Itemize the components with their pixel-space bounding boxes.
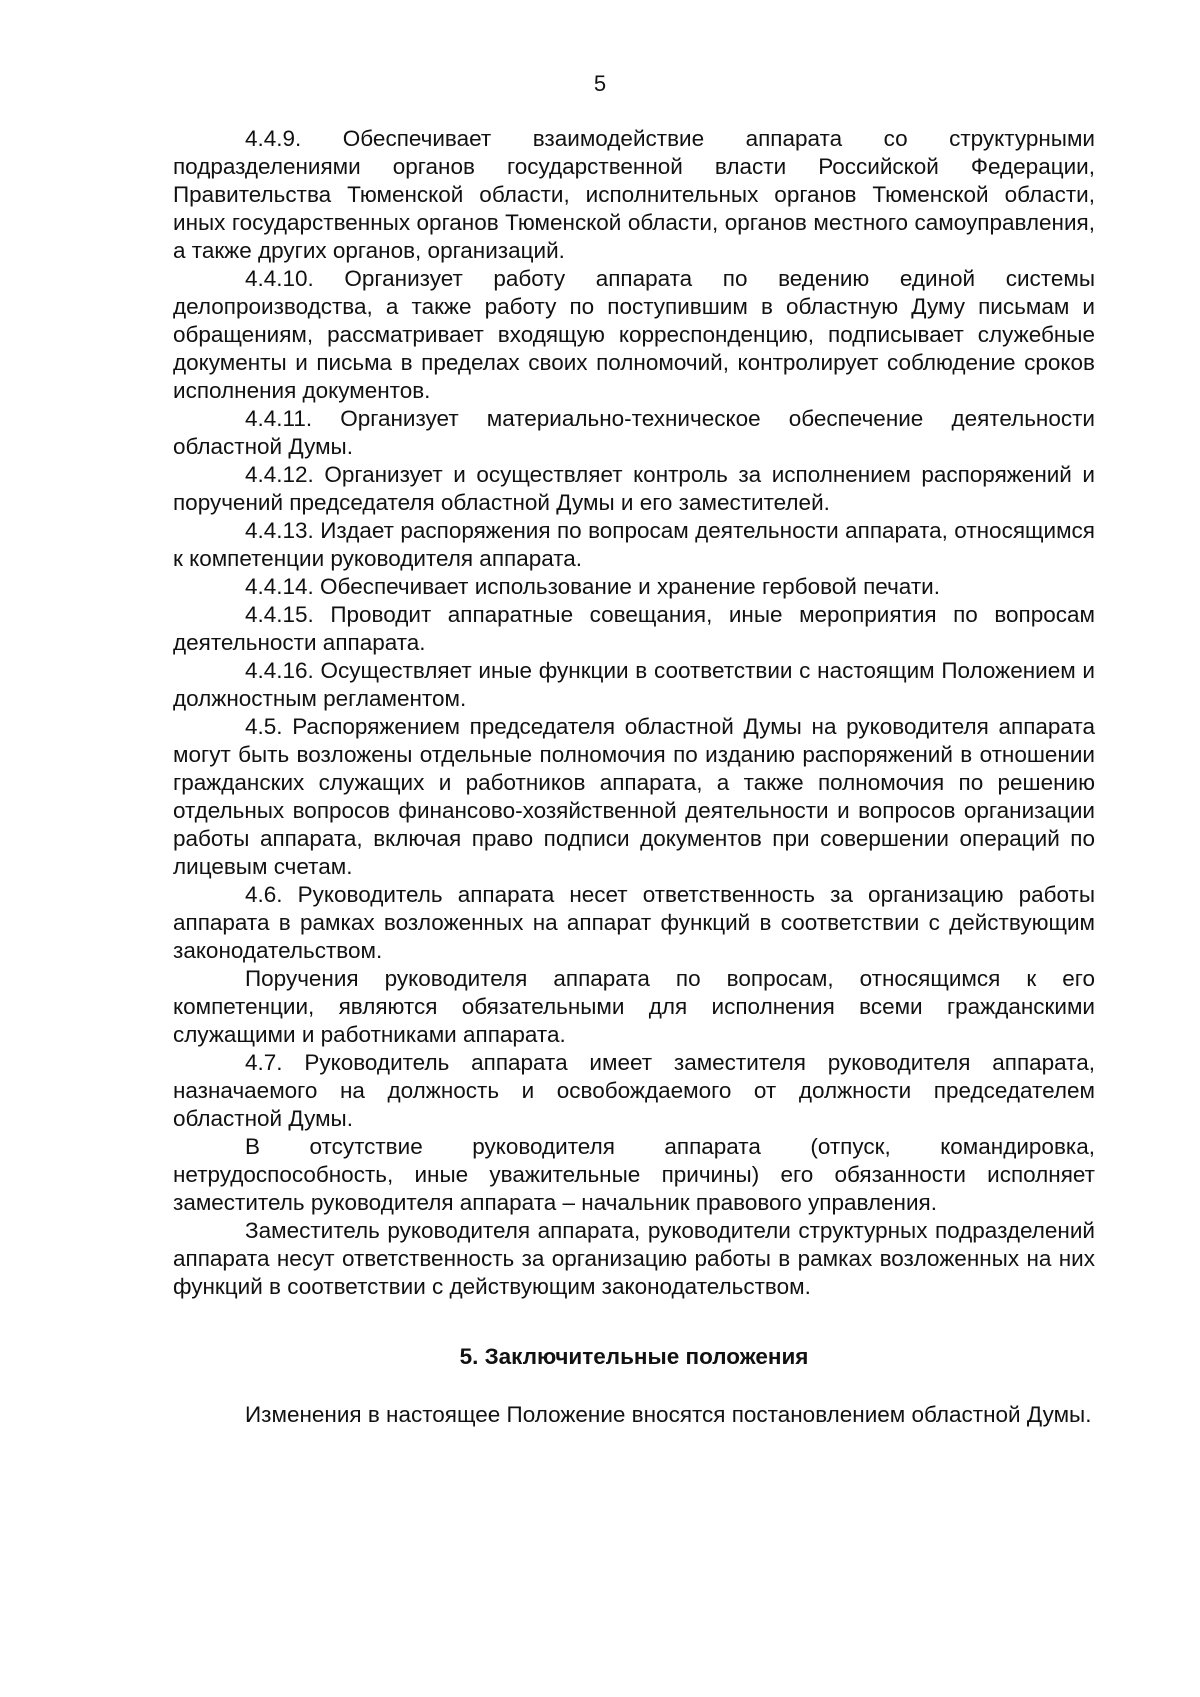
paragraph-4-4-14: 4.4.14. Обеспечивает использование и хранение гербовой печати. <box>245 574 940 599</box>
paragraph-4-4-10: 4.4.10. Организует работу аппарата по ведению единой системы делопроизводства, а также работу по поступившим в областную Думу письмам и обращениям, рассматривает входящую корреспонденцию, подписывает служебные документы и письма в пределах своих полномочий, контролирует соблюдение сроков исполнения документов. <box>173 266 1095 403</box>
paragraph-4-5: 4.5. Распоряжением председателя областной Думы на руководителя аппарата могут быть возложены отдельные полномочия по изданию распоряжений в отношении гражданских служащих и работников аппарата, а также полномочия по решению отдельных вопросов финансово-хозяйственной деятельности и вопросов организации работы аппарата, включая право подписи документов при совершении операций по лицевым счетам. <box>173 714 1095 879</box>
paragraph-4-6: 4.6. Руководитель аппарата несет ответственность за организацию работы аппарата в рамках возложенных на аппарат функций в соответствии с действующим законодательством. <box>173 882 1095 963</box>
paragraph-4-4-9: 4.4.9. Обеспечивает взаимодействие аппарата со структурными подразделениями органов государственной власти Российской Федерации, Правительства Тюменской области, исполнительных органов Тюменской области, иных государственных органов Тюменской области, органов местного самоуправления, а также других органов, организаций. <box>173 126 1095 263</box>
paragraph-4-7: 4.7. Руководитель аппарата имеет заместителя руководителя аппарата, назначаемого на должность и освобождаемого от должности председателем областной Думы. <box>173 1050 1095 1131</box>
paragraph-4-4-12: 4.4.12. Организует и осуществляет контроль за исполнением распоряжений и поручений председателя областной Думы и его заместителей. <box>173 462 1095 515</box>
paragraph-4-6-orders: Поручения руководителя аппарата по вопросам, относящимся к его компетенции, являются обязательными для исполнения всеми гражданскими служащими и работниками аппарата. <box>173 966 1095 1047</box>
paragraph-4-4-15: 4.4.15. Проводит аппаратные совещания, иные мероприятия по вопросам деятельности аппарата. <box>173 602 1095 655</box>
paragraph-4-7-responsibility: Заместитель руководителя аппарата, руководители структурных подразделений аппарата несут ответственность за организацию работы в рамках возложенных на них функций в соответствии с действующим законодательством. <box>173 1218 1095 1299</box>
paragraph-4-4-13: 4.4.13. Издает распоряжения по вопросам деятельности аппарата, относящимся к компетенции руководителя аппарата. <box>173 518 1095 571</box>
paragraph-4-4-11: 4.4.11. Организует материально-техническое обеспечение деятельности областной Думы. <box>173 406 1095 459</box>
paragraph-final-provisions: Изменения в настоящее Положение вносятся постановлением областной Думы. <box>245 1402 1092 1427</box>
document-body <box>173 125 1095 1429</box>
section-heading: 5. Заключительные положения <box>459 1344 809 1369</box>
paragraph-4-7-absence: В отсутствие руководителя аппарата (отпуск, командировка, нетрудоспособность, иные уважительные причины) его обязанности исполняет заместитель руководителя аппарата – начальник правового управления. <box>173 1134 1095 1215</box>
paragraph-4-4-16: 4.4.16. Осуществляет иные функции в соответствии с настоящим Положением и должностным регламентом. <box>173 658 1095 711</box>
page-number: 5 <box>593 71 607 96</box>
